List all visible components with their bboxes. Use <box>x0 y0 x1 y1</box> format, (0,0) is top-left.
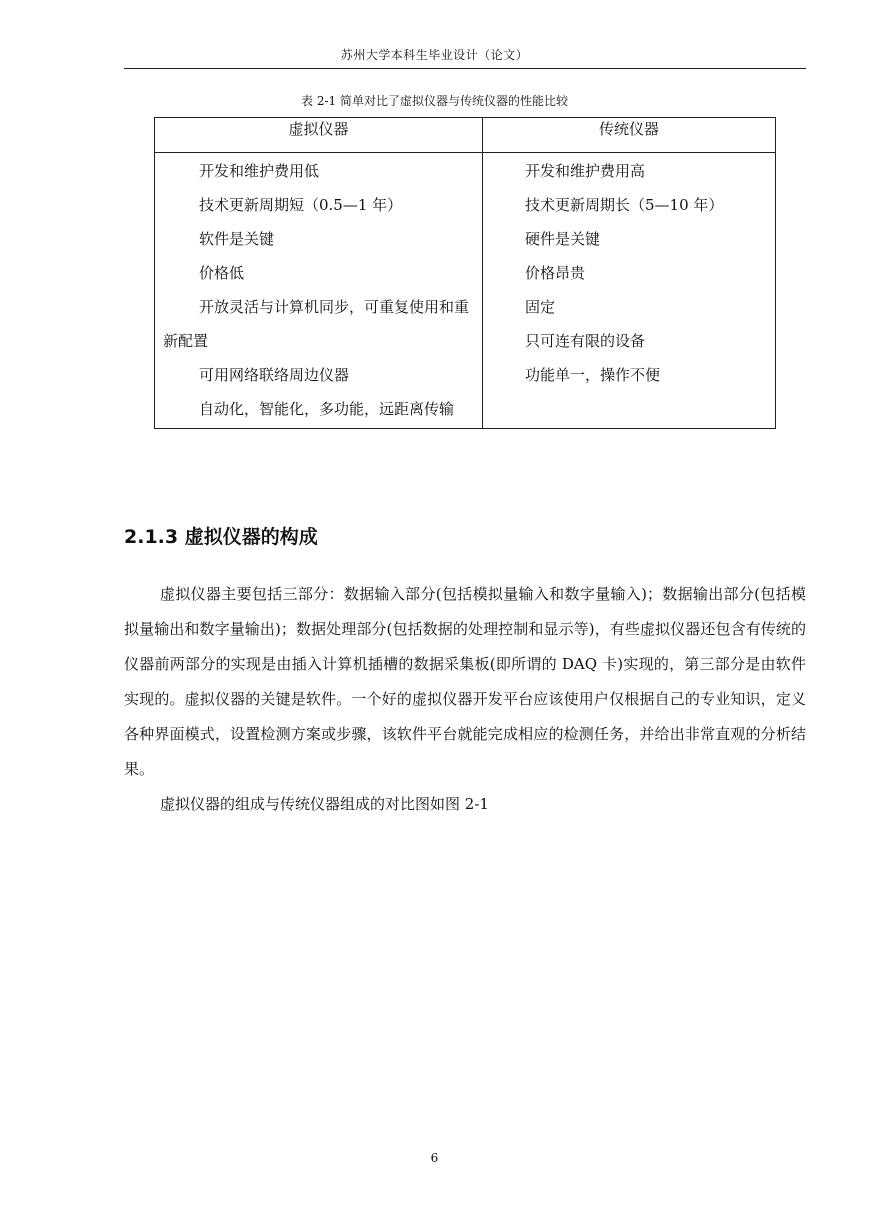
list-item: 开放灵活与计算机同步，可重复使用和重新配置 <box>163 298 470 350</box>
header-virtual-instrument: 虚拟仪器 <box>155 118 483 153</box>
virtual-instrument-cell <box>155 153 483 429</box>
header-traditional-instrument: 传统仪器 <box>483 118 776 153</box>
list-item: 固定 <box>525 298 556 316</box>
comparison-table <box>154 117 776 429</box>
header-rule <box>124 68 806 69</box>
list-item: 自动化，智能化，多功能，远距离传输 <box>199 400 455 418</box>
list-item: 硬件是关键 <box>525 230 601 248</box>
paragraph: 虚拟仪器的组成与传统仪器组成的对比图如图 2-1 <box>160 795 489 813</box>
page-number: 6 <box>430 1151 439 1165</box>
table-header-row <box>155 118 776 153</box>
list-item: 只可连有限的设备 <box>525 332 646 350</box>
body-text <box>124 577 806 822</box>
paragraph: 虚拟仪器主要包括三部分：数据输入部分(包括模拟量输入和数字量输入)；数据输出部分(包括模拟量输出和数字量输出)；数据处理部分(包括数据的处理控制和显示等)，有些虚拟仪器还包含有传统的仪器前两部分的实现是由插入计算机插槽的数据采集板(即所谓的 DAQ 卡)实现的，第三部分是由软件实现的。虚拟仪器的关键是软件。一个好的虚拟仪器开发平台应该使用户仅根据自己的专业知识，定义各种界面模式，设置检测方案或步骤，该软件平台就能完成相应的检测任务，并给出非常直观的分析结果。 <box>124 585 806 778</box>
list-item: 可用网络联络周边仪器 <box>199 366 350 384</box>
section-heading: 2.1.3 虚拟仪器的构成 <box>124 526 318 548</box>
list-item: 功能单一，操作不便 <box>525 366 661 384</box>
list-item: 技术更新周期长（5—10 年） <box>525 196 724 214</box>
page-header: 苏州大学本科生毕业设计（论文） <box>340 48 529 62</box>
list-item: 软件是关键 <box>199 230 275 248</box>
list-item: 价格昂贵 <box>525 264 586 282</box>
list-item: 开发和维护费用低 <box>199 162 320 180</box>
table-body-row <box>155 153 776 429</box>
list-item: 价格低 <box>199 264 245 282</box>
list-item: 开发和维护费用高 <box>525 162 646 180</box>
traditional-instrument-cell <box>483 153 776 429</box>
list-item: 技术更新周期短（0.5—1 年） <box>199 196 403 214</box>
table-caption: 表 2-1 简单对比了虚拟仪器与传统仪器的性能比较 <box>301 94 568 108</box>
